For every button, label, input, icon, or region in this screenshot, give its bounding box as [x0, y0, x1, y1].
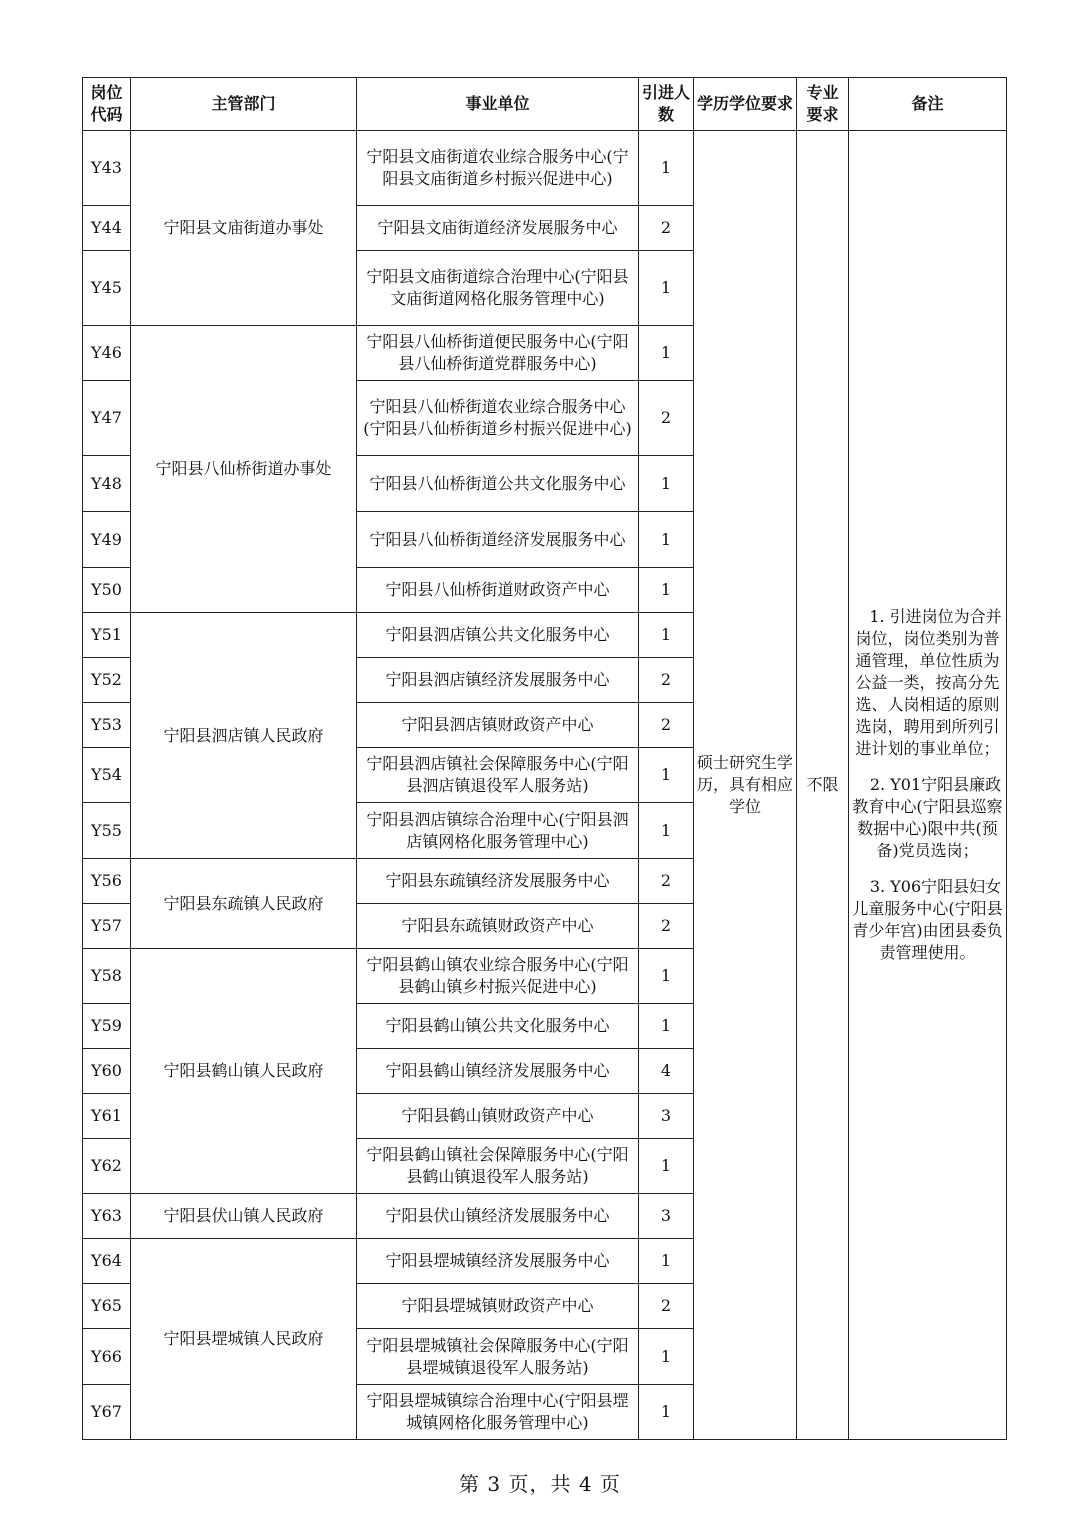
post-code: Y57: [83, 904, 131, 949]
count-cell: 1: [639, 1004, 694, 1049]
count-cell: 1: [639, 326, 694, 381]
post-code: Y46: [83, 326, 131, 381]
education-cell: 硕士研究生学历，具有相应学位: [694, 131, 797, 1440]
count-cell: 1: [639, 251, 694, 326]
post-code: Y67: [83, 1385, 131, 1440]
header-major: 专业要求: [797, 78, 849, 131]
post-code: Y44: [83, 206, 131, 251]
count-cell: 2: [639, 206, 694, 251]
post-code: Y65: [83, 1284, 131, 1329]
post-code: Y48: [83, 456, 131, 512]
count-cell: 2: [639, 381, 694, 456]
post-code: Y56: [83, 859, 131, 904]
unit-cell: 宁阳县泗店镇社会保障服务中心(宁阳县泗店镇退役军人服务站): [357, 748, 639, 803]
unit-cell: 宁阳县鹤山镇社会保障服务中心(宁阳县鹤山镇退役军人服务站): [357, 1139, 639, 1194]
header-unit: 事业单位: [357, 78, 639, 131]
unit-cell: 宁阳县文庙街道综合治理中心(宁阳县文庙街道网格化服务管理中心): [357, 251, 639, 326]
count-cell: 2: [639, 904, 694, 949]
count-cell: 1: [639, 949, 694, 1004]
post-code: Y66: [83, 1329, 131, 1385]
note-2: 2. Y01宁阳县廉政教育中心(宁阳县巡察数据中心)限中共(预备)党员选岗；: [852, 775, 1003, 860]
post-code: Y62: [83, 1139, 131, 1194]
department-cell: 宁阳县东疏镇人民政府: [131, 859, 357, 949]
count-cell: 1: [639, 456, 694, 512]
post-code: Y58: [83, 949, 131, 1004]
unit-cell: 宁阳县堽城镇社会保障服务中心(宁阳县堽城镇退役军人服务站): [357, 1329, 639, 1385]
post-code: Y60: [83, 1049, 131, 1094]
post-code: Y55: [83, 803, 131, 859]
unit-cell: 宁阳县泗店镇公共文化服务中心: [357, 613, 639, 658]
page-footer: 第 3 页，共 4 页: [459, 1472, 621, 1496]
unit-cell: 宁阳县东疏镇经济发展服务中心: [357, 859, 639, 904]
note-3: 3. Y06宁阳县妇女儿童服务中心(宁阳县青少年宫)由团县委负责管理使用。: [852, 877, 1003, 962]
unit-cell: 宁阳县鹤山镇农业综合服务中心(宁阳县鹤山镇乡村振兴促进中心): [357, 949, 639, 1004]
unit-cell: 宁阳县泗店镇财政资产中心: [357, 703, 639, 748]
post-code: Y64: [83, 1239, 131, 1284]
department-cell: 宁阳县文庙街道办事处: [131, 131, 357, 326]
unit-cell: 宁阳县堽城镇财政资产中心: [357, 1284, 639, 1329]
post-code: Y59: [83, 1004, 131, 1049]
count-cell: 1: [639, 1385, 694, 1440]
post-code: Y49: [83, 512, 131, 568]
post-code: Y61: [83, 1094, 131, 1139]
department-cell: 宁阳县泗店镇人民政府: [131, 613, 357, 859]
count-cell: 1: [639, 1329, 694, 1385]
unit-cell: 宁阳县泗店镇综合治理中心(宁阳县泗店镇网格化服务管理中心): [357, 803, 639, 859]
header-education: 学历学位要求: [694, 78, 797, 131]
post-code: Y51: [83, 613, 131, 658]
count-cell: 1: [639, 1139, 694, 1194]
department-cell: 宁阳县八仙桥街道办事处: [131, 326, 357, 613]
header-row: [83, 78, 1007, 131]
count-cell: 3: [639, 1094, 694, 1139]
table-row: [83, 131, 1007, 206]
count-cell: 1: [639, 131, 694, 206]
count-cell: 2: [639, 658, 694, 703]
post-code: Y52: [83, 658, 131, 703]
header-department: 主管部门: [131, 78, 357, 131]
unit-cell: 宁阳县文庙街道农业综合服务中心(宁阳县文庙街道乡村振兴促进中心): [357, 131, 639, 206]
post-code: Y43: [83, 131, 131, 206]
unit-cell: 宁阳县八仙桥街道便民服务中心(宁阳县八仙桥街道党群服务中心): [357, 326, 639, 381]
unit-cell: 宁阳县鹤山镇公共文化服务中心: [357, 1004, 639, 1049]
count-cell: 2: [639, 859, 694, 904]
post-code: Y50: [83, 568, 131, 613]
post-code: Y54: [83, 748, 131, 803]
count-cell: 1: [639, 512, 694, 568]
unit-cell: 宁阳县八仙桥街道农业综合服务中心(宁阳县八仙桥街道乡村振兴促进中心): [357, 381, 639, 456]
count-cell: 1: [639, 568, 694, 613]
post-code: Y45: [83, 251, 131, 326]
unit-cell: 宁阳县泗店镇经济发展服务中心: [357, 658, 639, 703]
count-cell: 1: [639, 803, 694, 859]
note-1: 1. 引进岗位为合并岗位，岗位类别为普通管理，单位性质为公益一类，按高分先选、人岗相适的原则选岗，聘用到所列引进计划的事业单位；: [855, 607, 1002, 758]
count-cell: 1: [639, 1239, 694, 1284]
count-cell: 4: [639, 1049, 694, 1094]
unit-cell: 宁阳县堽城镇经济发展服务中心: [357, 1239, 639, 1284]
unit-cell: 宁阳县鹤山镇经济发展服务中心: [357, 1049, 639, 1094]
unit-cell: 宁阳县八仙桥街道财政资产中心: [357, 568, 639, 613]
unit-cell: 宁阳县八仙桥街道公共文化服务中心: [357, 456, 639, 512]
post-code: Y47: [83, 381, 131, 456]
count-cell: 3: [639, 1194, 694, 1239]
unit-cell: 宁阳县鹤山镇财政资产中心: [357, 1094, 639, 1139]
recruitment-table: [82, 77, 1007, 1440]
header-count: 引进人数: [639, 78, 694, 131]
notes-cell: [849, 131, 1007, 1440]
unit-cell: 宁阳县伏山镇经济发展服务中心: [357, 1194, 639, 1239]
unit-cell: 宁阳县堽城镇综合治理中心(宁阳县堽城镇网格化服务管理中心): [357, 1385, 639, 1440]
department-cell: 宁阳县堽城镇人民政府: [131, 1239, 357, 1440]
department-cell: 宁阳县鹤山镇人民政府: [131, 949, 357, 1194]
unit-cell: 宁阳县八仙桥街道经济发展服务中心: [357, 512, 639, 568]
count-cell: 2: [639, 1284, 694, 1329]
count-cell: 2: [639, 703, 694, 748]
count-cell: 1: [639, 748, 694, 803]
header-notes: 备注: [849, 78, 1007, 131]
department-cell: 宁阳县伏山镇人民政府: [131, 1194, 357, 1239]
post-code: Y63: [83, 1194, 131, 1239]
unit-cell: 宁阳县文庙街道经济发展服务中心: [357, 206, 639, 251]
header-code: 岗位代码: [83, 78, 131, 131]
unit-cell: 宁阳县东疏镇财政资产中心: [357, 904, 639, 949]
major-cell: 不限: [797, 131, 849, 1440]
post-code: Y53: [83, 703, 131, 748]
count-cell: 1: [639, 613, 694, 658]
